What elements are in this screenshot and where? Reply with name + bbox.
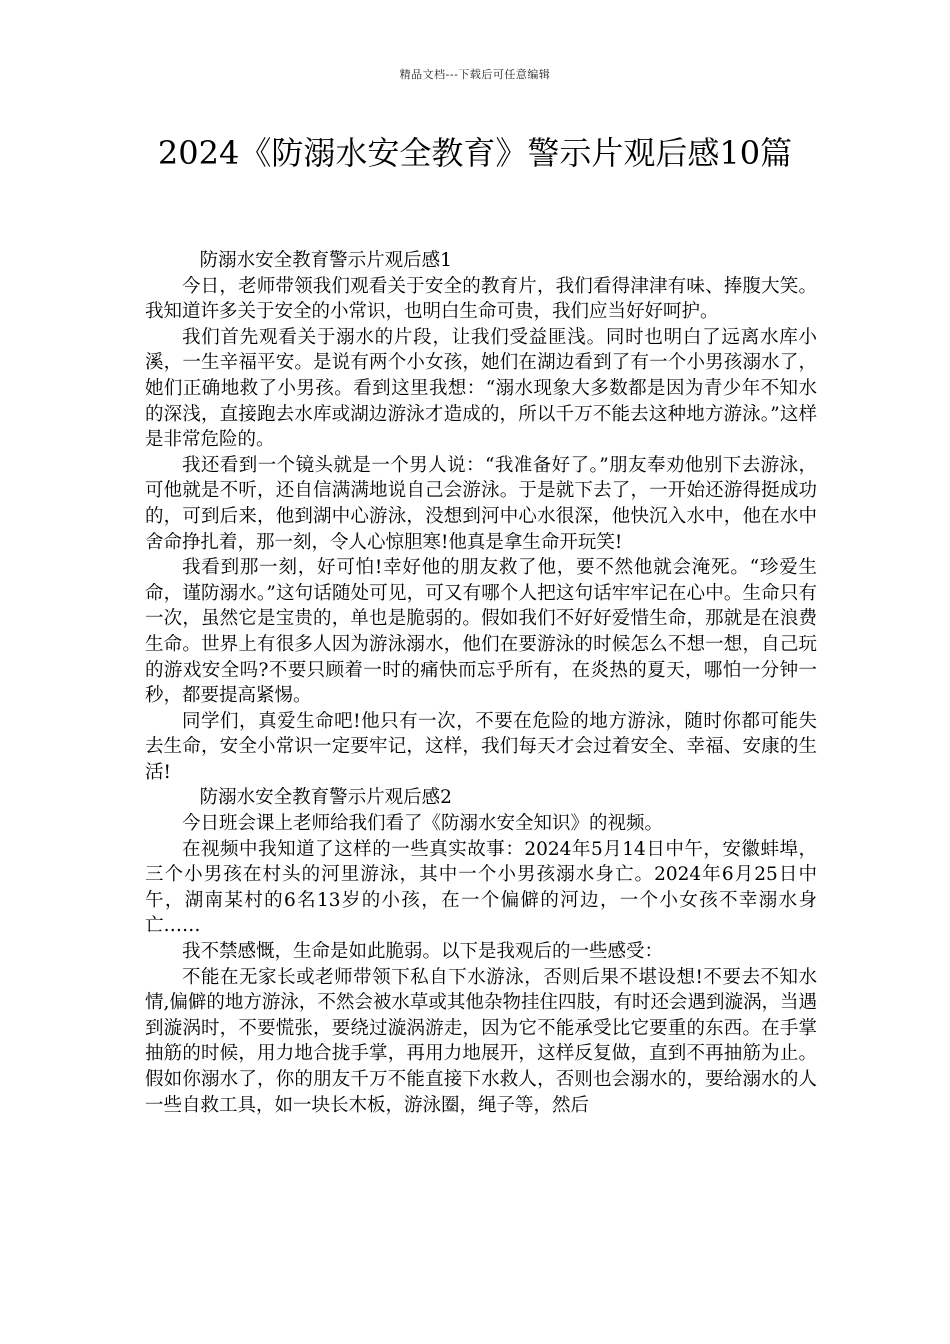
- paragraph: 我看到那一刻，好可怕!幸好他的朋友救了他，要不然他就会淹死。“珍爱生命，谨防溺水。”这句话随处可见，可又有哪个人把这句话牢牢记在心中。生命只有一次，虽然它是宝贵的，单也是脆弱的。假如我们不好好爱惜生命，那就是在浪费生命。世界上有很多人因为游泳溺水，他们在要游泳的时候怎么不想一想，自己玩的游戏安全吗?不要只顾着一时的痛快而忘乎所有，在炎热的夏天，哪怕一分钟一秒，都要提高紧惕。: [145, 557, 817, 707]
- paragraph: 我们首先观看关于溺水的片段，让我们受益匪浅。同时也明白了远离水库小溪，一生辛福平安。是说有两个小女孩，她们在湖边看到了有一个小男孩溺水了，她们正确地救了小男孩。看到这里我想：“溺水现象大多数都是因为青少年不知水的深浅，直接跑去水库或湖边游泳才造成的，所以千万不能去这种地方游泳。”这样是非常危险的。: [145, 326, 817, 451]
- paragraph: 我不禁感慨，生命是如此脆弱。以下是我观后的一些感受：: [182, 941, 664, 963]
- paragraph: 在视频中我知道了这样的一些真实故事：2024年5月14日中午，安徽蚌埠，三个小男孩在村头的河里游泳，其中一个小男孩溺水身亡。2024年6月25日中午，湖南某村的6名13岁的小孩，在一个偏僻的河边，一个小女孩不幸溺水身亡……: [145, 838, 817, 937]
- paragraph: 今日，老师带领我们观看关于安全的教育片，我们看得津津有味、捧腹大笑。我知道许多关于安全的小常识，也明白生命可贵，我们应当好好呵护。: [145, 275, 817, 323]
- paragraph: 同学们，真爱生命吧!他只有一次，不要在危险的地方游泳，随时你都可能失去生命，安全小常识一定要牢记，这样，我们每天才会过着安全、幸福、安康的生活!: [145, 710, 817, 783]
- header-note: 精品文档---下载后可任意编辑: [399, 68, 551, 81]
- section-heading-2: 防溺水安全教育警示片观后感2: [199, 787, 452, 809]
- document-title: 2024《防溺水安全教育》警示片观后感10篇: [157, 134, 793, 172]
- paragraph: 我还看到一个镜头就是一个男人说：“我准备好了。”朋友奉劝他别下去游泳，可他就是不听，还自信满满地说自己会游泳。于是就下去了，一开始还游得挺成功的，可到后来，他到湖中心游泳，没想到河中心水很深，他快沉入水中，他在水中舍命挣扎着，那一刻，令人心惊胆寒!他真是拿生命开玩笑!: [145, 454, 817, 553]
- section-heading-1: 防溺水安全教育警示片观后感1: [199, 250, 452, 271]
- paragraph: 不能在无家长或老师带领下私自下水游泳，否则后果不堪设想!不要去不知水情,偏僻的地方游泳，不然会被水草或其他杂物挂住四肢，有时还会遇到漩涡，当遇到漩涡时，不要慌张，要绕过漩涡游走，因为它不能承受比它要重的东西。在手掌抽筋的时候，用力地合拢手掌，再用力地展开，这样反复做，直到不再抽筋为止。假如你溺水了，你的朋友千万不能直接下水救人，否则也会溺水的，要给溺水的人一些自救工具，如一块长木板，游泳圈，绳子等，然后: [145, 966, 817, 1116]
- paragraph: 今日班会课上老师给我们看了《防溺水安全知识》的视频。: [182, 813, 664, 835]
- document-body: [145, 248, 817, 1118]
